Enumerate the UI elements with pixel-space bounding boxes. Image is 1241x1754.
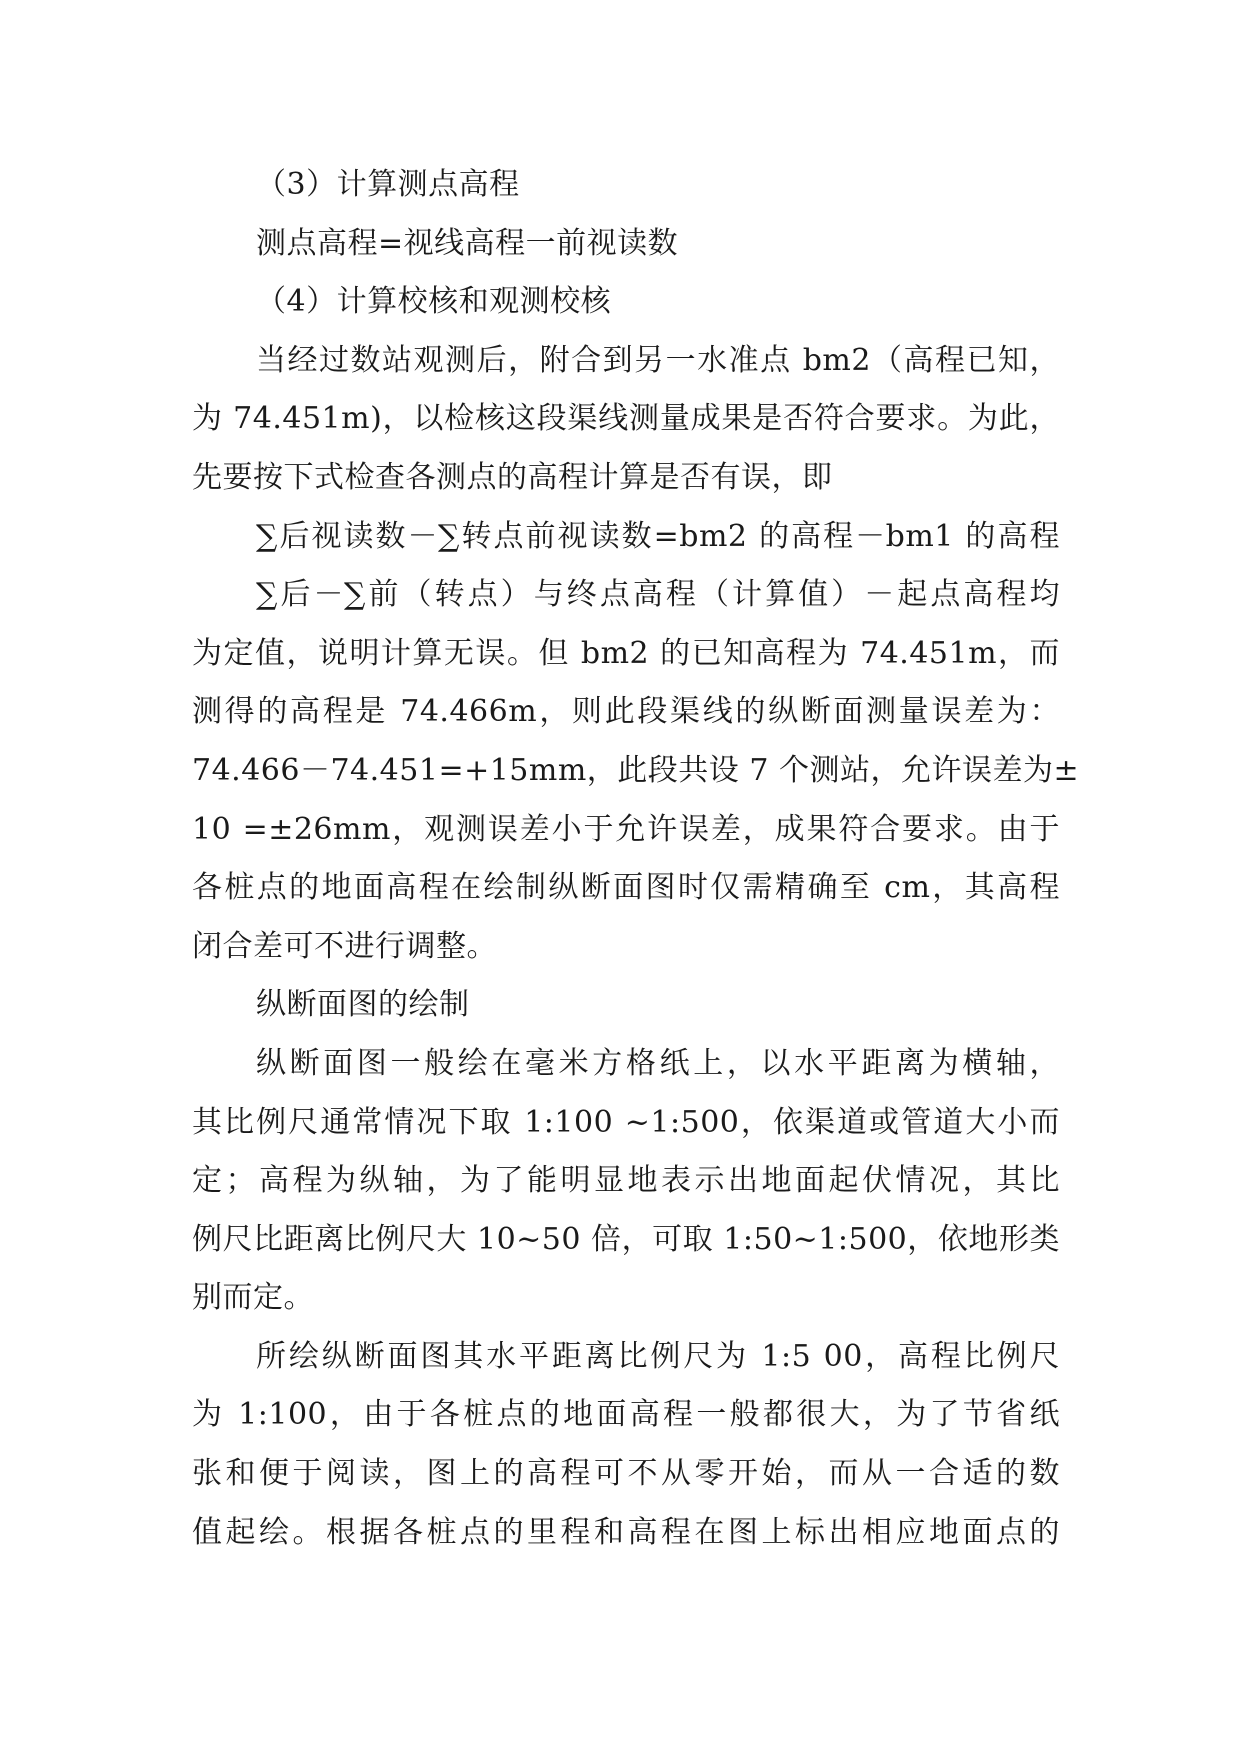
paragraph-line: 74.466－74.451=+15mm，此段共设 7 个测站，允许误差为± <box>192 752 1080 788</box>
paragraph-line: 别而定。 <box>192 1280 314 1316</box>
formula-point-elevation: 测点高程=视线高程一前视读数 <box>256 225 679 261</box>
formula-sum-check: ∑后视读数－∑转点前视读数=bm2 的高程－bm1 的高程 <box>256 518 1060 554</box>
heading-compute-point-elevation: （3）计算测点高程 <box>256 167 520 202</box>
paragraph-line: 先要按下式检查各测点的高程计算是否有误，即 <box>192 459 833 495</box>
paragraph-line: 纵断面图一般绘在毫米方格纸上，以水平距离为横轴， <box>256 1045 1060 1081</box>
paragraph-line: 10 =±26mm，观测误差小于允许误差，成果符合要求。由于 <box>192 811 1060 847</box>
paragraph-line: 其比例尺通常情况下取 1:100 ~1:500，依渠道或管道大小而 <box>192 1104 1060 1140</box>
paragraph-line: 为定值，说明计算无误。但 bm2 的已知高程为 74.451m，而 <box>192 635 1060 671</box>
paragraph-line: 定；高程为纵轴，为了能明显地表示出地面起伏情况，其比 <box>192 1163 1060 1199</box>
paragraph-line: 各桩点的地面高程在绘制纵断面图时仅需精确至 cm，其高程 <box>192 870 1060 906</box>
paragraph-line: 张和便于阅读，图上的高程可不从零开始，而从一合适的数 <box>192 1456 1060 1492</box>
paragraph-line: 测得的高程是 74.466m，则此段渠线的纵断面测量误差为： <box>192 694 1060 730</box>
heading-compute-check: （4）计算校核和观测校核 <box>256 284 612 320</box>
paragraph-line: 闭合差可不进行调整。 <box>192 928 497 964</box>
document-body <box>192 156 1080 1562</box>
paragraph-line: 为 1:100，由于各桩点的地面高程一般都很大，为了节省纸 <box>192 1397 1060 1433</box>
paragraph-line: 当经过数站观测后，附合到另一水准点 bm2（高程已知， <box>256 342 1060 378</box>
paragraph-line: 值起绘。根据各桩点的里程和高程在图上标出相应地面点的 <box>192 1514 1060 1550</box>
paragraph-line: 所绘纵断面图其水平距离比例尺为 1:5 00，高程比例尺 <box>256 1338 1060 1374</box>
heading-profile-drawing: 纵断面图的绘制 <box>256 987 470 1023</box>
paragraph-line: 例尺比距离比例尺大 10~50 倍，可取 1:50~1:500，依地形类 <box>192 1221 1060 1257</box>
paragraph-line: 为 74.451m)，以检核这段渠线测量成果是否符合要求。为此， <box>192 401 1060 437</box>
paragraph-line: ∑后－∑前（转点）与终点高程（计算值）－起点高程均 <box>256 577 1060 613</box>
